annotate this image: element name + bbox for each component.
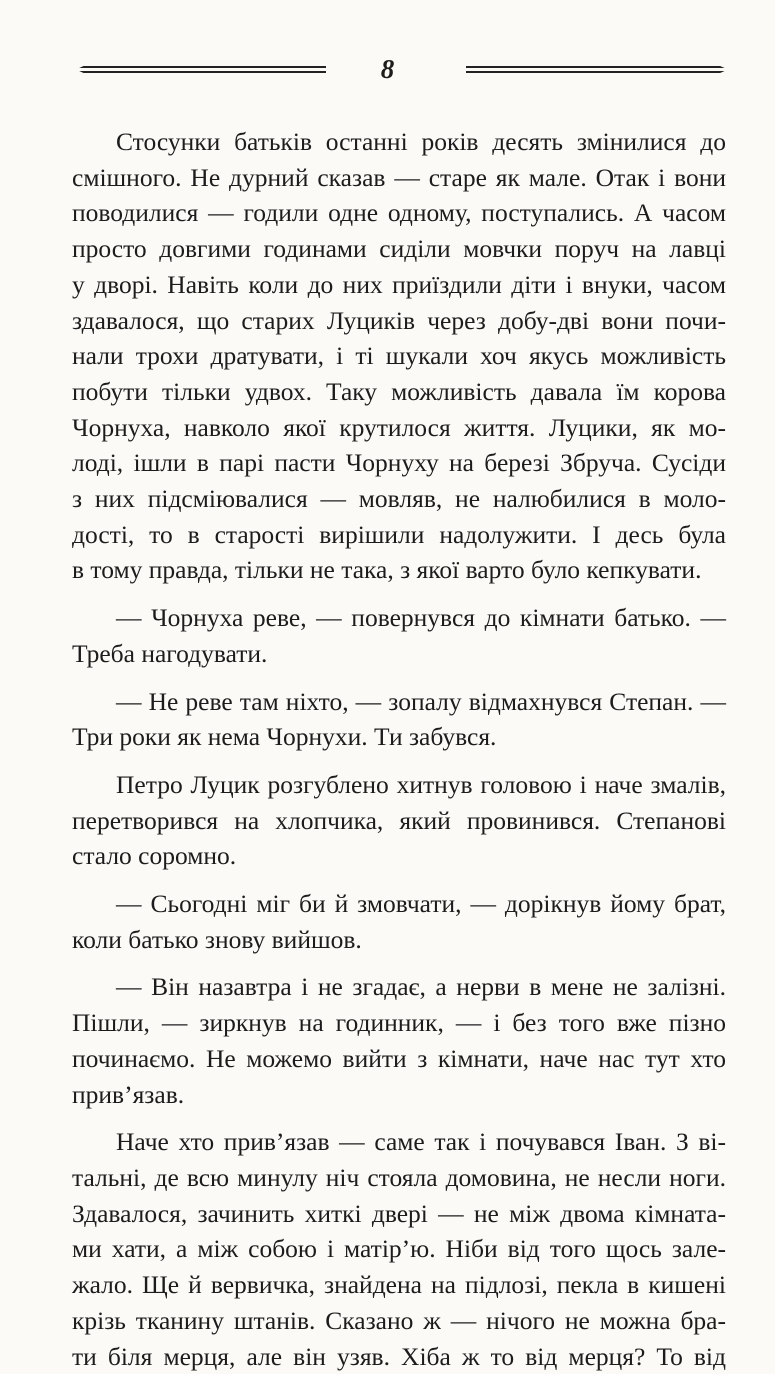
text-line: — Не реве там ніхто, — зопалу відмахнувся Степан. — (72, 684, 726, 720)
text-line: — Він назавтра і не згадає, а нерви в мене не залізні. (72, 969, 726, 1005)
text-line: Здавалося, зачинить хиткі двері — не між двома кімната- (72, 1196, 726, 1232)
text-line: тальні, де всю минулу ніч стояла домовина, не несли ноги. (72, 1160, 726, 1196)
text-line: Пішли, — зиркнув на годинник, — і без того вже пізно (72, 1005, 726, 1041)
page-number: 8 (0, 54, 775, 85)
text-line: ми хати, а між собою і матір’ю. Ніби від того щось зале- (72, 1231, 726, 1267)
text-line: крізь тканину штанів. Сказано ж — нічого не можна бра- (72, 1303, 726, 1339)
text-line: починаємо. Не можемо вийти з кімнати, наче нас тут хто (72, 1041, 726, 1077)
text-line: — Сьогодні міг би й змовчати, — дорікнув йому брат, (72, 886, 726, 922)
paragraph-gap (72, 874, 726, 886)
text-line: здавалося, що старих Луциків через добу-дві вони почи- (72, 303, 726, 339)
body-text (72, 124, 726, 1374)
text-line: коли батько знову вийшов. (72, 922, 726, 958)
text-line: лоді, ішли в парі пасти Чорнуху на березі Збруча. Сусіди (72, 445, 726, 481)
text-line: побути тільки удвох. Таку можливість давала їм корова (72, 374, 726, 410)
text-line: — Чорнуха реве, — повернувся до кімнати батько. — (72, 600, 726, 636)
decorative-rule-right (466, 66, 728, 73)
text-line: у дворі. Навіть коли до них приїздили діти і внуки, часом (72, 267, 726, 303)
text-line: поводилися — годили одне одному, поступались. А часом (72, 195, 726, 231)
text-line: нали трохи дратувати, і ті шукали хоч якусь можливість (72, 338, 726, 374)
text-line: перетворився на хлопчика, який провинився. Степанові (72, 803, 726, 839)
text-line: смішного. Не дурний сказав — старе як мале. Отак і вони (72, 160, 726, 196)
text-line: ти біля мерця, але він узяв. Хіба ж то від мерця? То від (72, 1339, 726, 1374)
text-line: Петро Луцик розгублено хитнув головою і наче змалів, (72, 767, 726, 803)
text-line: Чорнуха, навколо якої крутилося життя. Луцики, як мо- (72, 410, 726, 446)
text-line: Три роки як нема Чорнухи. Ти забувся. (72, 719, 726, 755)
paragraph-gap (72, 957, 726, 969)
text-line: стало соромно. (72, 838, 726, 874)
text-line: Треба нагодувати. (72, 636, 726, 672)
text-line: з них підсміювалися — мовляв, не налюбилися в моло- (72, 481, 726, 517)
text-line: дості, то в старості вирішили надолужити. І десь була (72, 517, 726, 553)
text-line: в тому правда, тільки не така, з якої варто було кепкувати. (72, 552, 726, 588)
paragraph-gap (72, 672, 726, 684)
text-line: прив’язав. (72, 1077, 726, 1113)
text-line: просто довгими годинами сиділи мовчки поруч на лавці (72, 231, 726, 267)
text-line: Стосунки батьків останні років десять змінилися до (72, 124, 726, 160)
paragraph-gap (72, 1112, 726, 1124)
text-line: жало. Ще й вервичка, знайдена на підлозі, пекла в кишені (72, 1267, 726, 1303)
text-line: Наче хто прив’язав — саме так і почувався Іван. З ві- (72, 1124, 726, 1160)
paragraph-gap (72, 755, 726, 767)
paragraph-gap (72, 588, 726, 600)
page-header (0, 50, 775, 100)
